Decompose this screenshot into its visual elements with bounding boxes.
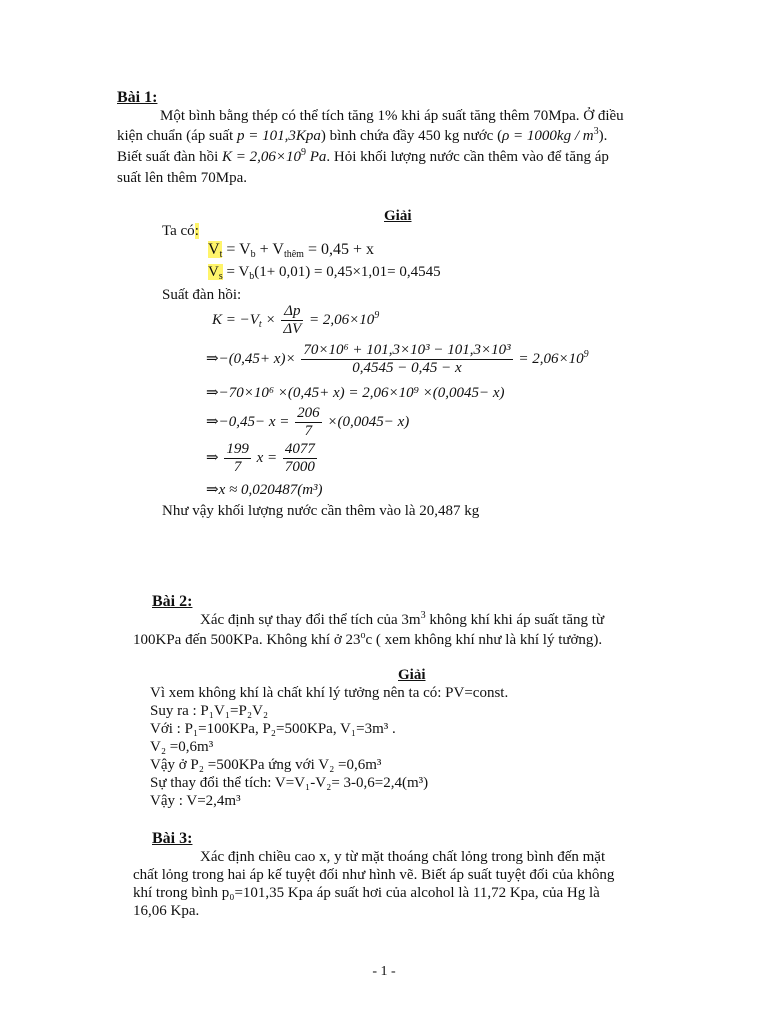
bai1-taco: Ta có: (162, 223, 199, 239)
eq5-fraction-left: $\frac{199}{7}$ (226, 441, 249, 476)
bai2-step2: Suy ra : P₁V₁=P₂V₂ (150, 703, 269, 719)
bai2-step4: V₂ =0,6m³ (150, 739, 214, 755)
bai1-conclusion: Như vậy khối lượng nước cần thêm vào là 20,487 kg (162, 503, 480, 519)
bai2-step6: Sự thay đổi thể tích: V=V₁-V₂= 3-0,6=2,4(m³) (150, 775, 429, 791)
eq4-fraction: $\frac{206}{7}$ (297, 405, 320, 440)
bai2-step7: Vậy : V=2,4m³ (150, 793, 241, 809)
bai2-solution-heading: Giải (398, 667, 426, 683)
bai2-text-line2: 100KPa đến 500KPa. Không khí ở 23$^o$c ( xem không khí như là khí lý tưởng). (133, 630, 603, 648)
bai2-heading: Bài 2: (152, 593, 193, 610)
bai1-eq2: ⇒−(0,45+ x)× $\frac{\text{70×10⁶ + 101,3×10³ − 101,3×10³}}{0,4545 - 0,45 - x}$ = $2,06\times 10^9$ (206, 342, 589, 377)
bai3-heading: Bài 3: (152, 830, 193, 847)
bai1-text-line1: Một bình bằng thép có thể tích tăng 1% khi áp suất tăng thêm 70Mpa. Ở điều (160, 108, 624, 124)
bai2-text-line1: Xác định sự thay đổi thể tích của $3m^3$ không khí khi áp suất tăng từ (200, 610, 605, 628)
bai1-heading: Bài 1: (117, 89, 158, 106)
bai1-solution-heading: Giải (384, 208, 412, 224)
bai1-text-line3: Biết suất đàn hồi $K = 2,06\times 10^9$ Pa. Hỏi khối lượng nước cần thêm vào để tăng áp (117, 147, 609, 165)
bai1-suat-dan-hoi: Suất đàn hồi: (162, 287, 242, 303)
eq5-fraction-right: $\frac{4077}{7000}$ (284, 441, 315, 476)
bai1-eq4: ⇒−0,45− x = $\frac{206}{7}$ ×(0,0045− x) (206, 405, 410, 440)
page-number: - 1 - (372, 964, 396, 979)
bai2-step1: Vì xem không khí là chất khí lý tưởng nên ta có: PV=const. (150, 685, 509, 701)
bai1-vt-equation: $V_t = V_b + V_{thêm} = 0,45 + x$ (208, 241, 374, 260)
bai3-text-line3: khí trong bình p₀=101,35 Kpa áp suất hơi của alcohol là 11,72 Kpa, của Hg là (133, 885, 600, 901)
bai2-step5: Vậy ở P₂ =500KPa ứng với V₂ =0,6m³ (150, 757, 382, 773)
bai1-text-line2: kiện chuẩn (áp suất p = 101,3Kpa) bình chứa đầy 450 kg nước $(\rho = 1000kg / m^3)$. (117, 126, 608, 144)
bai1-eq5: ⇒ $\frac{199}{7}$ x = $\frac{4077}{7000}$ (206, 441, 315, 476)
bai3-text-line4: 16,06 Kpa. (133, 903, 200, 919)
eq2-fraction: $\frac{\text{70×10⁶ + 101,3×10³ − 101,3×10³}}{0,4545 - 0,45 - x}$ (303, 342, 511, 377)
bai1-eq3: ⇒−70×10⁶ ×(0,45+ x) = 2,06×10⁹ ×(0,0045− x) (206, 385, 505, 401)
eq1-fraction: $\frac{\Delta p}{\Delta V}$ (283, 303, 302, 338)
bai1-text-line4: suất lên thêm 70Mpa. (117, 170, 247, 186)
bai1-vs-equation: $V_s = V_b(1+ 0,01) = 0,45\times 1,01= 0,4545$ (208, 264, 441, 282)
bai3-text-line1: Xác định chiều cao x, y từ mặt thoáng chất lỏng trong bình đến mặt (200, 849, 606, 865)
bai2-step3: Với : P₁=100KPa, P₂=500KPa, V₁=3m³ . (150, 721, 396, 737)
bai1-eq6: ⇒x ≈ 0,020487(m³) (206, 482, 323, 498)
bai3-text-line2: chất lỏng trong hai áp kế tuyệt đối như hình vẽ. Biết áp suất tuyệt đối của không (133, 867, 615, 883)
bai1-eq1: $K = -V_t$ × $\frac{\Delta p}{\Delta V}$ = $2,06\times 10^9$ (212, 303, 380, 338)
